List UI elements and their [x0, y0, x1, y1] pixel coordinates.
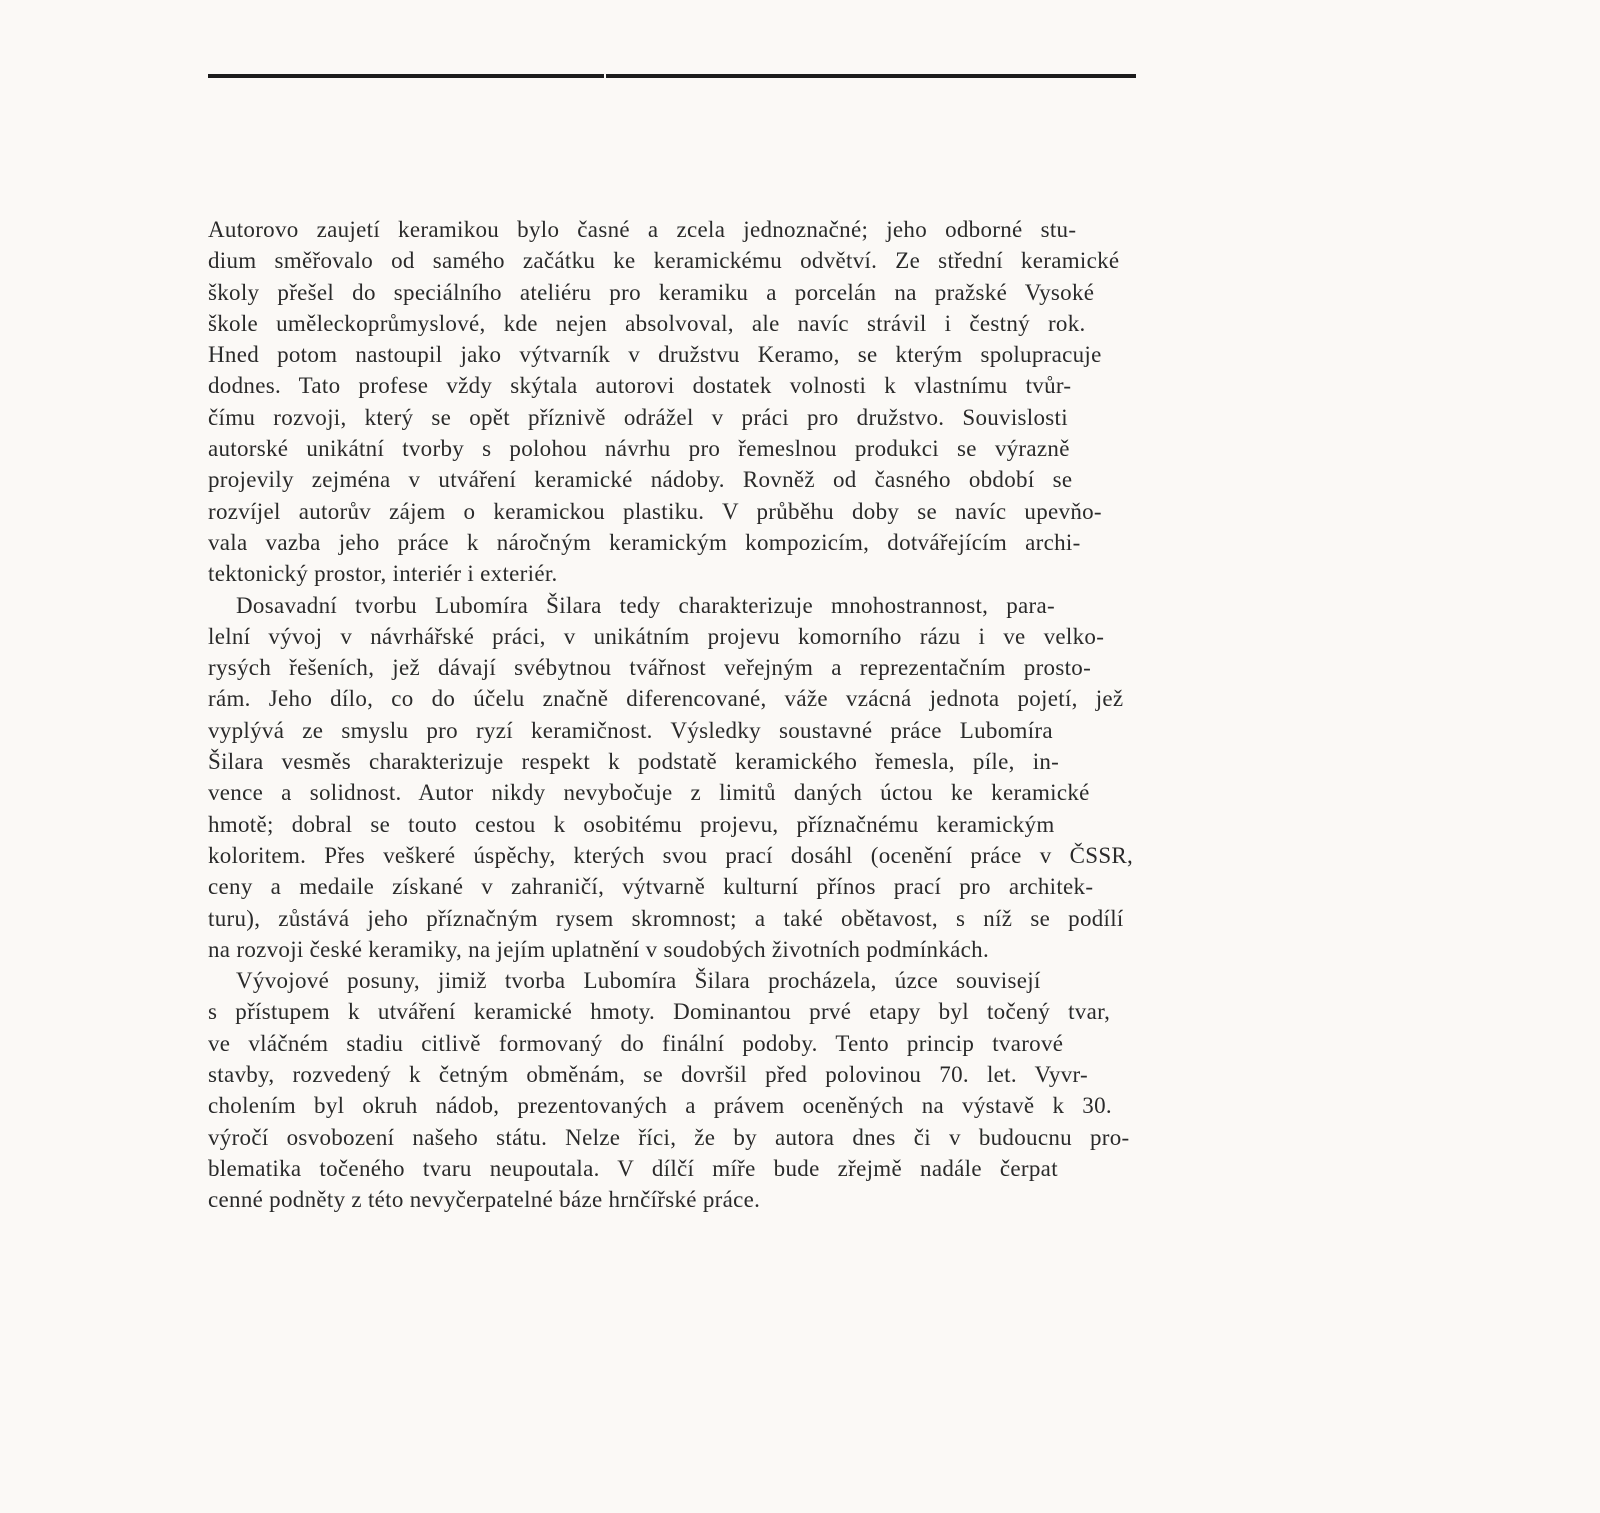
- top-rule-left: [208, 74, 604, 78]
- text-line: rám. Jeho dílo, co do účelu značně diferencované, váže vzácná jednota pojetí, jež: [208, 686, 1124, 712]
- text-line: autorské unikátní tvorby s polohou návrhu pro řemeslnou produkci se výrazně: [208, 436, 1070, 462]
- text-line: Hned potom nastoupil jako výtvarník v družstvu Keramo, se kterým spolupracuje: [208, 342, 1102, 368]
- text-line: Autorovo zaujetí keramikou bylo časné a zcela jednoznačné; jeho odborné stu-: [208, 217, 1077, 242]
- text-line: škole uměleckoprůmyslové, kde nejen absolvoval, ale navíc strávil i čestný rok.: [208, 310, 1086, 336]
- text-line: rysých řešeních, jež dávají svébytnou tvářnost veřejným a reprezentačním prosto-: [208, 655, 1092, 681]
- text-line: čímu rozvoji, který se opět příznivě odrážel v práci pro družstvo. Souvislosti: [208, 404, 1068, 430]
- text-line: Vývojové posuny, jimiž tvorba Lubomíra Šilara procházela, úzce souvisejí: [236, 968, 1041, 994]
- text-line: dium směřovalo od samého začátku ke keramickému odvětví. Ze střední keramické: [208, 248, 1120, 274]
- top-rule-right: [606, 74, 1136, 78]
- text-line: rozvíjel autorův zájem o keramickou plastiku. V průběhu doby se navíc upevňo-: [208, 498, 1102, 524]
- text-line: stavby, rozvedený k četným obměnám, se dovršil před polovinou 70. let. Vyvr-: [208, 1062, 1088, 1088]
- body-text: [208, 214, 1136, 1216]
- text-line: Dosavadní tvorbu Lubomíra Šilara tedy charakterizuje mnohostrannost, para-: [236, 592, 1055, 618]
- text-line: vyplývá ze smyslu pro ryzí keramičnost. Výsledky soustavné práce Lubomíra: [208, 717, 1053, 743]
- text-line: koloritem. Přes veškeré úspěchy, kterých svou prací dosáhl (ocenění práce v ČSSR,: [208, 842, 1134, 868]
- text-line: hmotě; dobral se touto cestou k osobitému projevu, příznačnému keramickým: [208, 811, 1055, 837]
- text-line: projevily zejména v utváření keramické nádoby. Rovněž od časného období se: [208, 467, 1073, 493]
- text-line: s přístupem k utváření keramické hmoty. Dominantou prvé etapy byl točený tvar,: [208, 999, 1111, 1025]
- text-line: cholením byl okruh nádob, prezentovaných a právem oceněných na výstavě k 30.: [208, 1093, 1112, 1119]
- text-line: lelní vývoj v návrhářské práci, v unikátním projevu komorního rázu i ve velko-: [208, 623, 1105, 649]
- text-line: cenné podněty z této nevyčerpatelné báze hrnčířské práce.: [208, 1187, 761, 1213]
- text-line: turu), zůstává jeho příznačným rysem skromnost; a také obětavost, s níž se podílí: [208, 905, 1124, 931]
- text-line: blematika točeného tvaru neupoutala. V dílčí míře bude zřejmě nadále čerpat: [208, 1155, 1058, 1181]
- text-line: vence a solidnost. Autor nikdy nevybočuje z limitů daných úctou ke keramické: [208, 780, 1090, 806]
- text-line: ceny a medaile získané v zahraničí, výtvarně kulturní přínos prací pro architek-: [208, 874, 1094, 900]
- text-line: Šilara vesměs charakterizuje respekt k podstatě keramického řemesla, píle, in-: [208, 749, 1060, 775]
- text-line: školy přešel do speciálního ateliéru pro keramiku a porcelán na pražské Vysoké: [208, 279, 1095, 305]
- text-line: výročí osvobození našeho státu. Nelze říci, že by autora dnes či v budoucnu pro-: [208, 1124, 1130, 1150]
- text-line: ve vláčném stadiu citlivě formovaný do finální podoby. Tento princip tvarové: [208, 1030, 1064, 1056]
- text-line: vala vazba jeho práce k náročným keramickým kompozicím, dotvářejícím archi-: [208, 529, 1081, 555]
- text-line: tektonický prostor, interiér i exteriér.: [208, 561, 558, 587]
- text-line: na rozvoji české keramiky, na jejím uplatnění v soudobých životních podmínkách.: [208, 936, 990, 962]
- text-line: dodnes. Tato profese vždy skýtala autorovi dostatek volnosti k vlastnímu tvůr-: [208, 373, 1072, 399]
